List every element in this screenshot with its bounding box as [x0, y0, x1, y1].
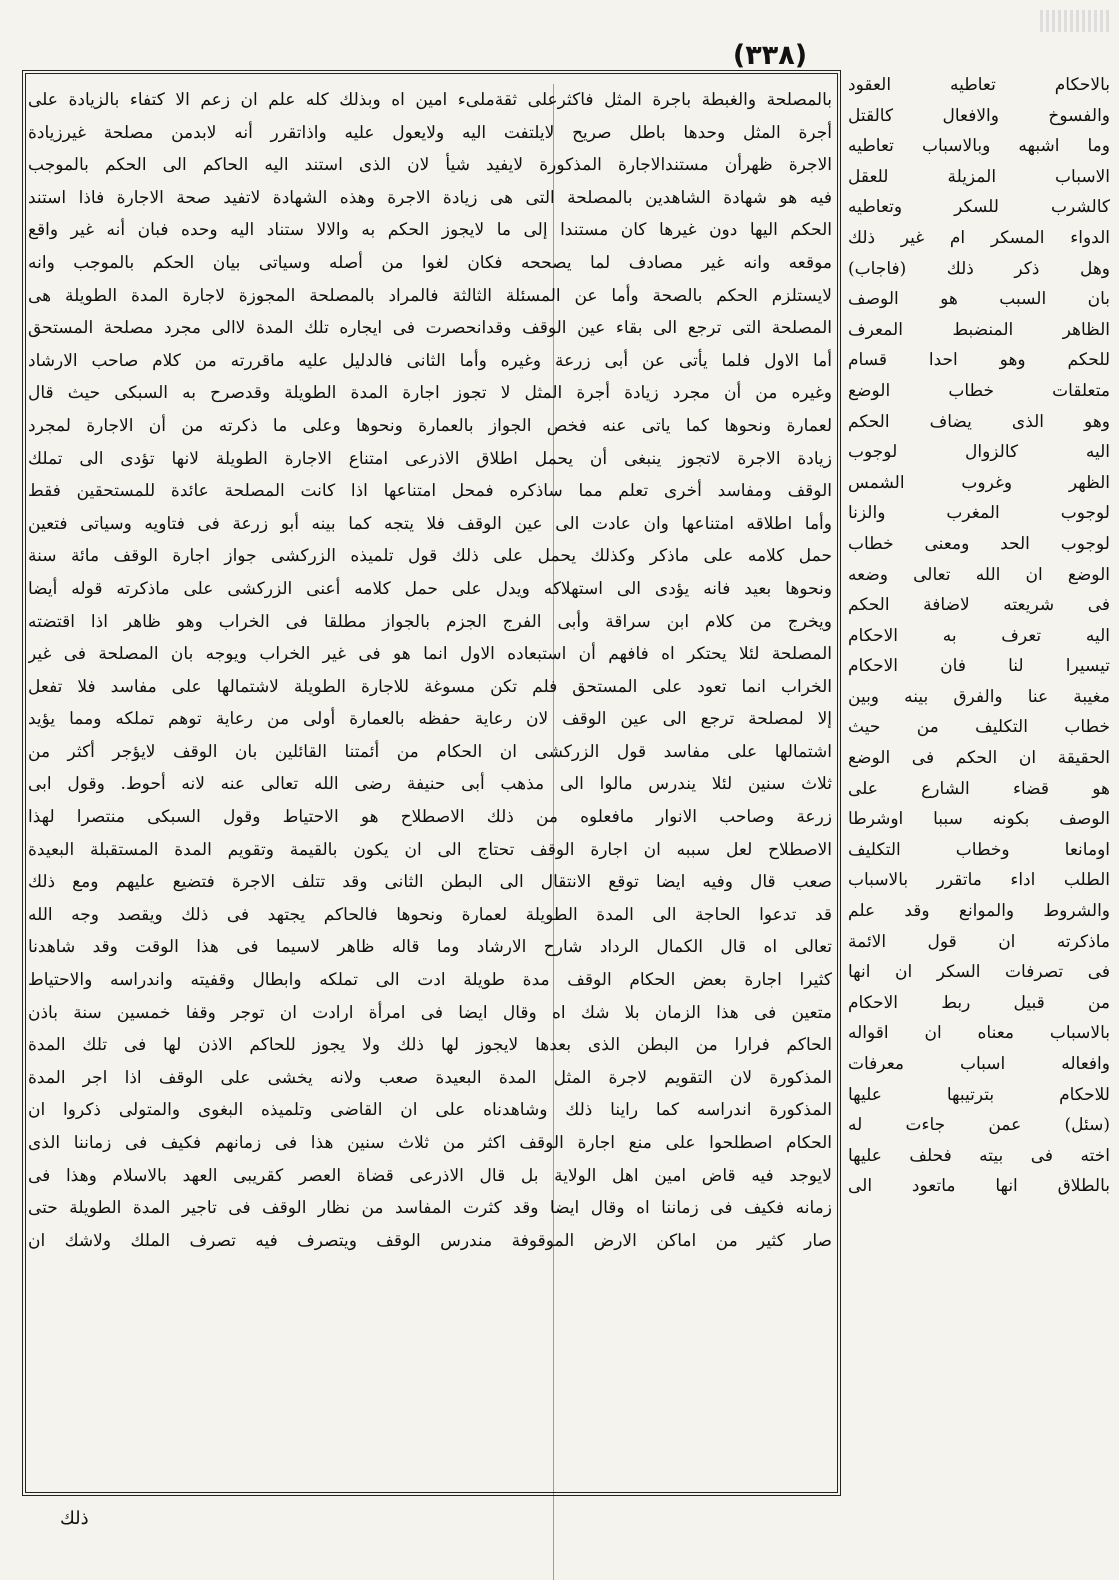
main-text-line: ونحوها بعيد فانه يؤدى الى استهلاكه ويدل على حمل كلامه أعنى الزركشى على ماذكرته قوله أيضا	[28, 578, 832, 599]
margin-text-line: الحقيقة ان الحكم فى الوضع	[848, 748, 1110, 769]
main-text-line: المصلحة لئلا يحتكر اه فافهم أن استبعاده الاول انما هو فى غير الخراب ويوجه بان المصلحة فى غير	[28, 644, 832, 665]
main-text-line: أما الاول فلما يأتى عن أبى زرعة وغيره وأما الثانى فالدليل عليه ماقررته من كلام صاحب الارشاد	[28, 350, 832, 371]
margin-text-line: بان السبب هو الوصف	[848, 289, 1110, 310]
margin-text-line: اومانعا وخطاب التكليف	[848, 839, 1110, 860]
main-text-line: لايوجد فيه قاض امين اهل الولاية بل قال الاذرعى قضاة العصر كقريبى العهد بالاسلام وهذا فى	[28, 1165, 832, 1186]
margin-text-line: الوضع ان الله تعالى وضعه	[848, 564, 1110, 585]
main-text-line: متعين فى هذا الزمان بلا شك اه وقال ايضا فى امرأة ارادت ان توجر وقفا خمسين سنة باذن	[28, 1002, 832, 1023]
margin-text-line: كالشرب للسكر وتعاطيه	[848, 197, 1110, 218]
page-number: (٣٣٨)	[732, 40, 808, 71]
main-text-line: الحاكم فرارا من البطن الذى بعدها لايجوز لها ذلك ولا يجوز للحاكم الاذن لها فى تلك المدة	[28, 1035, 832, 1056]
main-text-line: الاصطلاح لعل سببه ان اجارة الوقف تحتاج الى ان يكون بالقيمة وتقويم المدة المستقبلة البعيدة	[28, 839, 832, 860]
margin-text-line: والفسوخ والافعال كالقتل	[848, 105, 1110, 126]
margin-text-line: بالاحكام تعاطيه العقود	[848, 75, 1110, 95]
margin-text-line: (سئل) عمن جاءت له	[848, 1115, 1110, 1136]
main-text-line: المذكورة اندراسه كما راينا ذلك وشاهدناه على ان القاضى وتلميذه البغوى والمتولى ذكروا ان	[28, 1100, 832, 1121]
margin-text-line: لوجوب المغرب والزنا	[848, 503, 1110, 524]
margin-text-line: خطاب التكليف من حيث	[848, 717, 1110, 738]
margin-text-line: وهل ذكر ذلك (فاجاب)	[848, 258, 1110, 279]
margin-text-line: اليه كالزوال لوجوب	[848, 442, 1110, 463]
main-text-line: تعالى اه قال الكمال الرداد شارح الارشاد وما قاله ظاهر لاسيما فى هذا الوقت وقد شاهدنا	[28, 937, 832, 958]
main-text-line: بالمصلحة والغبطة باجرة المثل فاكثرعلى ثقةملىء امين اه وبذلك كله علم ان زعم الا كتفاء بالزيادة على	[28, 90, 832, 110]
main-text-line: الاجرة ظهرأن مستندالاجارة المذكورة لايفيد شيأ لان الذى استند اليه الحاكم الى الحكم بالموجب	[28, 155, 832, 176]
main-text-line: المذكورة لان التقويم لاجرة المثل المدة البعيدة صعب ولانه يخشى على الوقف اذا اجر المدة	[28, 1067, 832, 1088]
main-text-line: وغيره من أن مجرد زيادة أجرة المثل لا تجوز اجارة المدة الطويلة وقدصرح به السبكى حيث قال	[28, 383, 832, 404]
margin-text-line: الطلب اداء ماتقرر بالاسباب	[848, 870, 1110, 891]
margin-text-line: وافعاله اسباب معرفات	[848, 1054, 1110, 1074]
main-text-line: ثلاث سنين لئلا يندرس مالوا الى مذهب أبى حنيفة رضى الله تعالى عنه لانه أحوط. وقول ابى	[28, 774, 832, 795]
main-text-line: وأما اطلاقه امتناعها وان عادت الى عين الوقف فلا يتجه كما بينه أبو زرعة فى فتاويه وسياتى فتعين	[28, 513, 832, 534]
margin-text-line: والشروط والموانع وقد علم	[848, 901, 1110, 922]
margin-text-line: فى تصرفات السكر ان انها	[848, 962, 1110, 983]
margin-commentary	[848, 70, 1110, 1500]
main-text-line: حمل كلامه على ماذكر وكذلك يحمل على ذلك قول تلميذه الزركشى جواز اجارة الوقف مائة سنة	[28, 546, 832, 567]
margin-text-line: الوصف بكونه سببا اوشرطا	[848, 809, 1110, 830]
main-text-line: لايستلزم الحكم بالصحة وأما عن المسئلة الثالثة فالمراد بالمصلحة المجوزة لاجارة المدة الطويلة هى	[28, 285, 832, 306]
margin-text-line: الظهر وغروب الشمس	[848, 472, 1110, 493]
library-stamp	[1040, 10, 1110, 32]
main-text-line: صعب قال وفيه ايضا توقع الانتقال الى البطن الثانى وقد تتلف الاجرة فتضيع عليهم ومع ذلك	[28, 872, 832, 893]
margin-text-line: هو قضاء الشارع على	[848, 778, 1110, 799]
margin-text-line: للاحكام بترتيبها عليها	[848, 1084, 1110, 1105]
main-text-line: ويخرج من كلام ابن سراقة وأبى الفرج الجزم بالجواز مطلقا فى الخراب وهو ظاهر اذا اقتضته	[28, 611, 832, 632]
margin-text-line: بالاسباب معناه ان اقواله	[848, 1023, 1110, 1044]
margin-text-line: وما اشبهه وبالاسباب تعاطيه	[848, 136, 1110, 157]
main-text-line: زيادة الاجرة لاتجوز ينبغى أن يحمل اطلاق الاذرعى امتناع الاجارة الطويلة لانها تؤدى الى تملك	[28, 448, 832, 469]
main-text-line: صار كثير من اماكن الارض الموقوفة مندرس الوقف ويتصرف فيه تصرف الملك ولاشك ان	[28, 1230, 832, 1251]
main-text-line: الحكم اليها دون غيرها كان مستندا إلى ما لايجوز الحكم به والالا ستناد اليه وحده فبان أنه غير واقع	[28, 220, 832, 241]
main-text-line: الوقف ومفاسد أخرى تعلم مما ساذكره فمحل امتناعها اذا كانت المصلحة عائدة للمستحقين فقط	[28, 481, 832, 502]
margin-text-line: اخته فى بيته فحلف عليها	[848, 1145, 1110, 1166]
page-fold-line	[553, 84, 554, 1580]
margin-text-line: ماذكرته ان قول الائمة	[848, 931, 1110, 952]
catchword: ذلك	[60, 1508, 89, 1529]
main-text-block	[28, 84, 832, 1488]
main-text-line: فيه هو شهادة الشاهدين بالمصلحة التى هى زيادة الاجرة وهذه الشهادة لاتفيد صحة الاجارة فاذا استند	[28, 187, 832, 208]
main-text-line: زمانه فكيف فى زماننا اه وقال ايضا وقد كثرت المفاسد من نظار الوقف فى تاجير المدة الطويلة حتى	[28, 1198, 832, 1219]
main-text-line: الخراب انما تعود على المستحق فلم تكن مسوغة للاجارة الطويلة لاشتمالها على مفاسد فلا تفعل	[28, 676, 832, 697]
margin-text-line: لوجوب الحد ومعنى خطاب	[848, 533, 1110, 554]
margin-text-line: مغيبة عنا والفرق بينه وبين	[848, 686, 1110, 707]
main-text-line: زرعة وصاحب الانوار مافعلوه من ذلك الاصطلاح هو الاحتياط وقول السبكى منتصرا لهذا	[28, 807, 832, 828]
main-text-line: الحكام اصطلحوا على منع اجارة الوقف اكثر من ثلاث سنين هذا فى زمانهم فكيف فى زماننا الذى	[28, 1133, 832, 1153]
margin-text-line: تيسيرا لنا فان الاحكام	[848, 656, 1110, 677]
margin-text-line: وهو الذى يضاف الحكم	[848, 411, 1110, 432]
main-text-line: أجرة المثل وحدها باطل صريح لايلتفت اليه ولايعول عليه واذاتقرر أنه لابدمن مصلحة غيرزيادة	[28, 122, 832, 143]
margin-text-line: من قبيل ربط الاحكام	[848, 992, 1110, 1013]
margin-text-line: الدواء المسكر ام غير ذلك	[848, 227, 1110, 248]
main-text-line: موقعه وانه غير مصادف لما يصححه فكان لغوا من أصله وسياتى بيان الحكم بالموجب وانه	[28, 252, 832, 273]
main-text-line: لعمارة ونحوها كما ياتى عنه فخص الجواز بالعمارة ونحوها وعلى ما ذكرته من أن الاجارة لمجرد	[28, 415, 832, 436]
main-text-line: كثيرا اجارة بعض الحكام الوقف مدة طويلة ادت الى تملكه وابطال وقفيته واندراسه والاحتياط	[28, 970, 832, 991]
margin-text-line: فى شريعته لاضافة الحكم	[848, 595, 1110, 616]
margin-text-line: اليه تعرف به الاحكام	[848, 625, 1110, 646]
main-text-line: المصلحة التى ترجع الى بقاء عين الوقف وقدانحصرت فى ايجاره تلك المدة لاالى مجرد مصلحة المستحق	[28, 318, 832, 339]
margin-text-line: للحكم وهو احدا قسام	[848, 350, 1110, 371]
margin-text-line: متعلقات خطاب الوضع	[848, 380, 1110, 401]
margin-text-line: بالطلاق انها ماتعود الى	[848, 1176, 1110, 1197]
main-text-line: اشتمالها على مفاسد قول الزركشى ان الحكام من أئمتنا القائلين بان الوقف لايؤجر أكثر من	[28, 741, 832, 762]
margin-text-line: الظاهر المنضبط المعرف	[848, 319, 1110, 340]
main-text-line: قد تدعوا الحاجة الى المدة الطويلة لعمارة ونحوها فالحاكم يجتهد فى ذلك ويقصد وجه الله	[28, 904, 832, 925]
main-text-line: إلا لمصلحة ترجع الى عين الوقف لان رعاية حفظه بالعمارة أولى من رعاية توهم تملكه ومما يؤيد	[28, 709, 832, 730]
margin-text-line: الاسباب المزيلة للعقل	[848, 166, 1110, 187]
